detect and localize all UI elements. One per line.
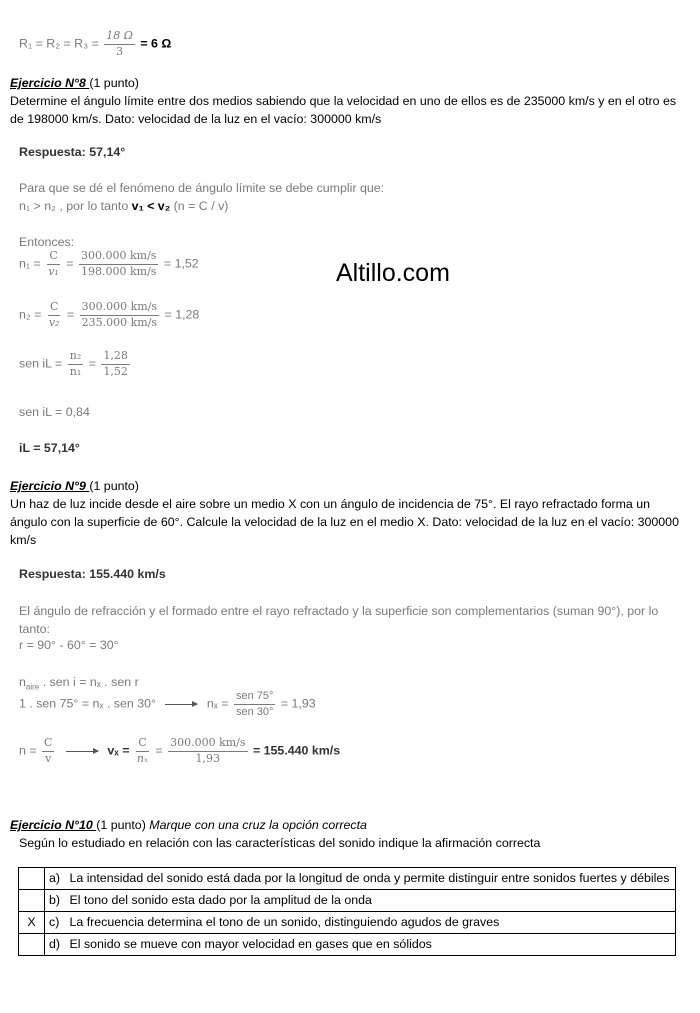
ex9-v-result: = 155.440 km/s: [252, 743, 341, 758]
ex8-condition-2: [19, 199, 228, 213]
ex9-v-c2: C: [136, 737, 148, 752]
ex8-n1-v: v₁: [48, 264, 59, 278]
ex8-answer: Respuesta: 57,14°: [19, 145, 126, 159]
ex8-sen-frac1: [68, 350, 84, 378]
ex9-v-v: v: [45, 751, 52, 765]
option-text: El sonido se mueve con mayor velocidad en gases que en sólidos: [67, 934, 676, 956]
ex9-v-num: 300.000 km/s: [168, 737, 247, 752]
ex8-sen-n2: n₂: [68, 350, 84, 365]
option-letter: a): [45, 868, 67, 890]
ex9-calc-result: = 1,93: [280, 696, 316, 711]
option-row[interactable]: [19, 912, 676, 934]
ex9-answer: Respuesta: 155.440 km/s: [19, 567, 166, 581]
ex9-snell-rest: . sen i = nₓ . sen r: [39, 675, 139, 689]
watermark: Altillo.com: [336, 259, 450, 287]
ex8-sen-n1: n₁: [69, 364, 82, 378]
ex8-n2-frac1: [47, 301, 62, 329]
ex8-n1-frac1: [46, 250, 61, 278]
ex10-header: [10, 816, 690, 834]
option-checkbox[interactable]: [19, 934, 45, 956]
ex10-options-table: [18, 867, 676, 956]
ex8-header: [10, 74, 690, 92]
resistance-equation-left: R₁ = R₂ = R₃ =: [19, 36, 99, 51]
resistance-equation-result: = 6 Ω: [140, 36, 172, 51]
option-row[interactable]: [19, 934, 676, 956]
ex9-title: Ejercicio N°9: [10, 479, 90, 493]
ex8-n1-num: 300.000 km/s: [79, 250, 158, 265]
option-checkbox[interactable]: [19, 890, 45, 912]
ex9-v-nx: nₓ: [136, 751, 148, 765]
option-checkbox[interactable]: [19, 868, 45, 890]
option-text: El tono del sonido esta dado por la amplitud de la onda: [67, 890, 676, 912]
ex9-calc-left: 1 . sen 75° = nₓ . sen 30°: [19, 696, 156, 711]
ex9-v-lhs: n =: [19, 743, 37, 758]
ex8-n1-result: = 1,52: [163, 256, 199, 271]
ex9-velocity-equation: n = $\frac{C}{v}$ vₓ = $\frac{C}{\text{nₓ}}$ = $\frac{300.000 km/s}{1,93}$ = 155.440 km/s: [19, 736, 341, 765]
ex8-n1-c: C: [47, 250, 59, 265]
ex10-instructions: Marque con una cruz la opción correcta: [149, 818, 367, 832]
ex9-v-frac1: [42, 737, 54, 765]
ex8-n2-v: v₂: [48, 315, 60, 329]
ex8-n2-den: 235.000 km/s: [81, 315, 158, 329]
option-row[interactable]: [19, 890, 676, 912]
ex9-calc-frac: [234, 690, 275, 718]
ex8-n2-frac2: [80, 301, 159, 329]
ex9-header: [10, 477, 690, 495]
arrow-right-icon: [165, 704, 197, 705]
ex10-points: (1 punto): [96, 818, 150, 832]
arrow-right-icon: [66, 751, 98, 752]
ex8-condition-2b: v₁ < v₂: [131, 199, 171, 213]
option-row[interactable]: [19, 868, 676, 890]
ex10-statement: Según lo estudiado en relación con las características del sonido indique la afirmación correcta: [19, 836, 541, 850]
ex9-statement: Un haz de luz incide desde el aire sobre un medio X con un ángulo de incidencia de 75°. El rayo refractado forma un ángulo con la superficie de 60°. Calcule la velocidad de la luz en el medio X. Dato: velocidad de la luz en el vacío: 300000 km/s: [10, 497, 679, 547]
ex9-calc-num: sen 75°: [234, 690, 275, 705]
resistance-fraction-num: 18 Ω: [104, 30, 135, 45]
ex8-condition-1: Para que se dé el fenómeno de ángulo límite se debe cumplir que:: [19, 181, 385, 195]
ex9-snell-n: n: [19, 675, 26, 689]
ex8-sen-den: 1,52: [103, 364, 128, 378]
ex8-n1-lhs: n₁ =: [19, 256, 41, 271]
option-text: La intensidad del sonido está dada por la longitud de onda y permite distinguir entre sonidos fuertes y débiles: [67, 868, 676, 890]
option-letter: c): [45, 912, 67, 934]
ex9-v-den: 1,93: [195, 751, 221, 765]
ex8-n2-result: = 1,28: [164, 307, 200, 322]
ex8-sen-result: sen iL = 0,84: [19, 405, 90, 419]
ex9-calc-equation: [19, 690, 316, 718]
ex9-snell-law: [19, 675, 139, 691]
ex8-n1-den: 198.000 km/s: [81, 264, 157, 278]
resistance-fraction: [104, 30, 135, 58]
ex10-title: Ejercicio N°10: [10, 818, 97, 832]
ex8-n2-num: 300.000 km/s: [80, 301, 159, 316]
option-text: La frecuencia determina el tono de un sonido, distinguiendo agudos de graves: [67, 912, 676, 934]
ex8-entonces: Entonces:: [19, 235, 75, 249]
ex8-title: Ejercicio N°8: [10, 76, 90, 90]
ex8-sen-equation: sen iL = $\frac{\text{n₂}}{\text{n₁}}$ = $\frac{1,28}{1,52}$: [19, 349, 128, 378]
ex9-v-c: C: [42, 737, 54, 752]
ex8-condition-2c: (n = C / v): [170, 199, 229, 213]
option-checkbox[interactable]: X: [19, 912, 45, 934]
ex9-calc-den: sen 30°: [235, 705, 274, 718]
ex9-v-frac2: [135, 737, 150, 765]
ex8-sen-frac2: [101, 350, 130, 378]
ex8-n2-lhs: n₂ =: [19, 307, 42, 322]
ex8-condition-2a: n₁ > n₂ , por lo tanto: [19, 199, 132, 213]
option-letter: d): [45, 934, 67, 956]
ex8-n2-c: C: [48, 301, 60, 316]
ex8-n1-frac2: [79, 250, 158, 278]
ex9-snell-sub: aire: [25, 682, 40, 692]
ex8-n2-equation: n₂ = $\frac{C}{\text{v₂}}$ = $\frac{300.000 km/s}{235.000 km/s}$ = 1,28: [19, 300, 200, 329]
ex8-statement: Determine el ángulo límite entre dos medios sabiendo que la velocidad en uno de ellos es de 235000 km/s y en el otro es de 198000 km/s. Dato: velocidad de la luz en el vacío: 300000 km/s: [10, 94, 677, 126]
ex8-il-result: iL = 57,14°: [19, 441, 80, 455]
ex9-v-frac3: [168, 737, 247, 765]
ex8-sen-lhs: sen iL =: [19, 356, 63, 371]
ex9-calc-nx: nₓ =: [206, 696, 229, 711]
option-letter: b): [45, 890, 67, 912]
ex8-n1-equation: n₁ = $\frac{C}{\text{v₁}}$ = $\frac{300.000 km/s}{198.000 km/s}$ = 1,52: [19, 249, 199, 278]
ex9-v-vx: vₓ =: [107, 743, 130, 758]
ex8-sen-num: 1,28: [101, 350, 130, 365]
ex8-points: (1 punto): [89, 76, 139, 90]
ex9-points: (1 punto): [89, 479, 139, 493]
resistance-equation: [19, 30, 171, 58]
ex9-explanation-2: r = 90° - 60° = 30°: [19, 638, 119, 652]
resistance-fraction-den: 3: [116, 44, 124, 58]
ex9-explanation-1: El ángulo de refracción y el formado entre el rayo refractado y la superficie son complementarios (suman 90°), por lo tanto:: [19, 604, 659, 636]
